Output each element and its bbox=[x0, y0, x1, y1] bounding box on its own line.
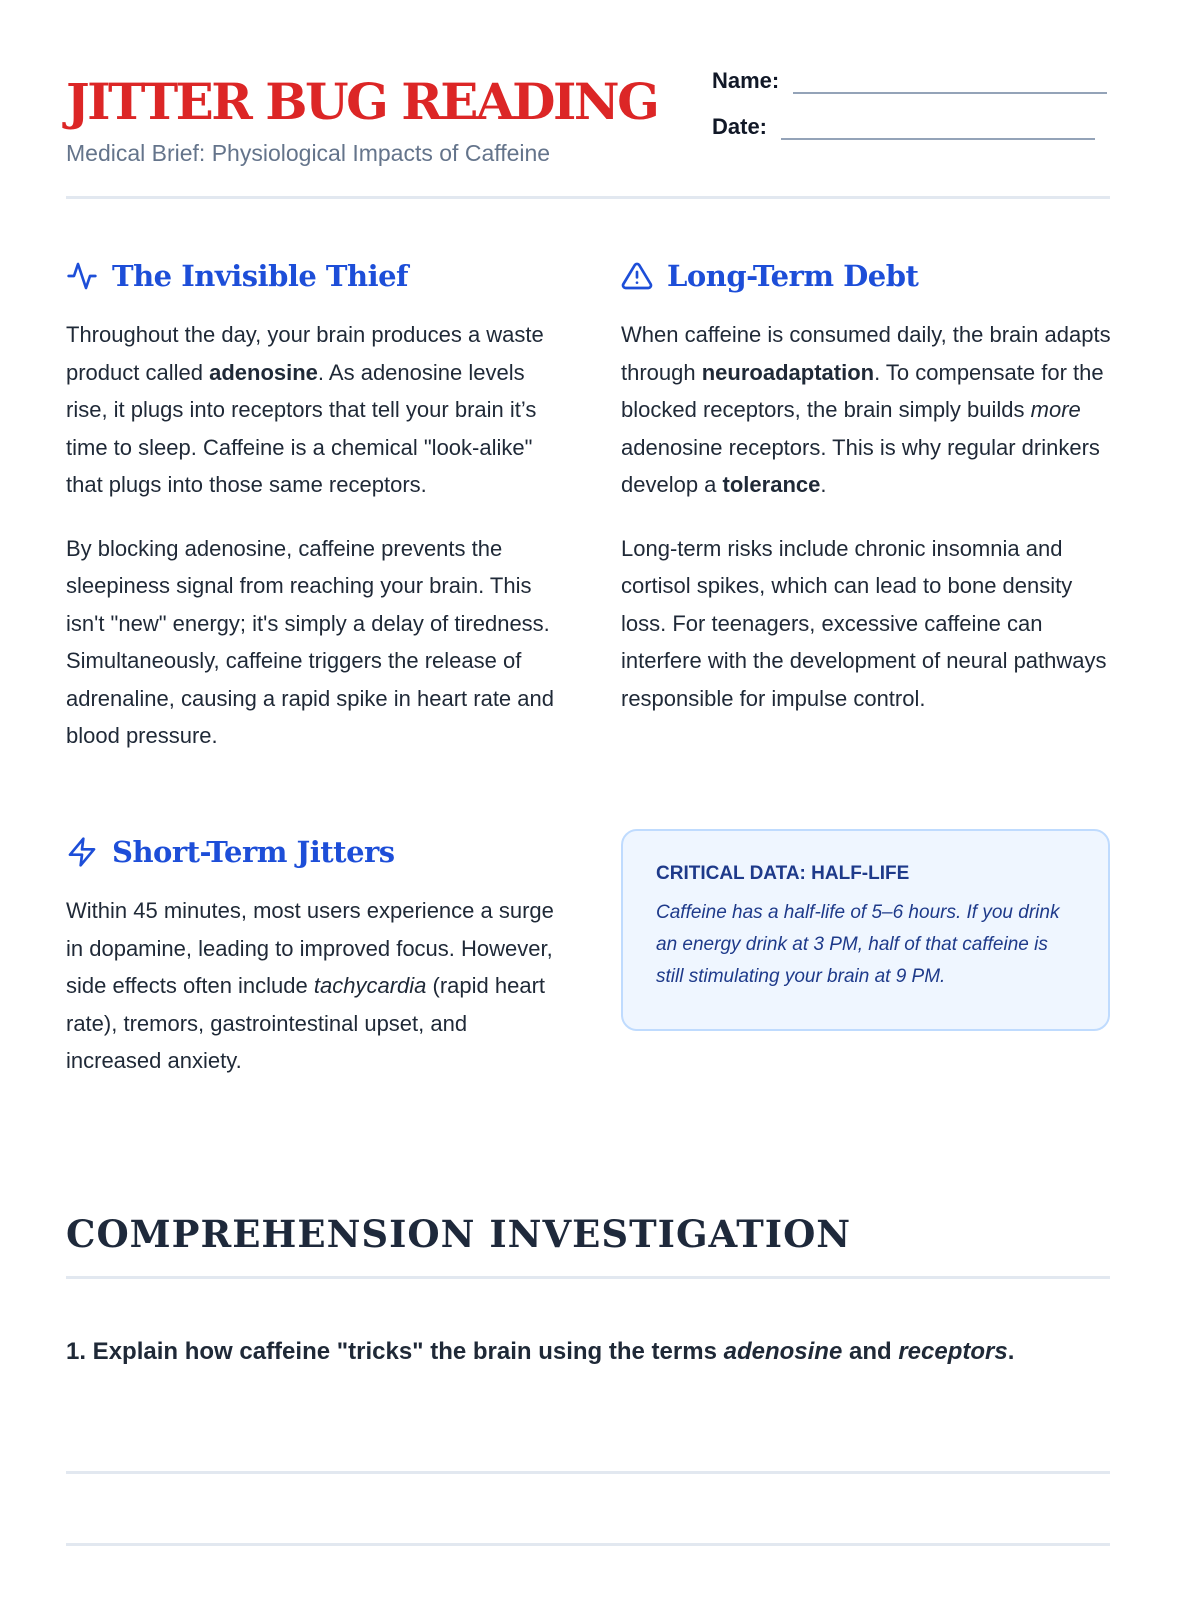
section-short-term-jitters bbox=[66, 832, 556, 1080]
section-invisible-thief bbox=[66, 256, 556, 755]
answer-line-2[interactable] bbox=[66, 1543, 1110, 1546]
worksheet-header bbox=[66, 66, 1110, 199]
worksheet-subtitle: Medical Brief: Physiological Impacts of Caffeine bbox=[66, 140, 551, 166]
section-heading bbox=[66, 832, 556, 872]
name-label: Name: bbox=[712, 68, 780, 93]
paragraph: Throughout the day, your brain produces a waste product called adenosine. As adenosine levels rise, it plugs into receptors that tell your brain it’s time to sleep. Caffeine is a chemical "look-alike" that plugs into those same receptors. bbox=[66, 322, 544, 497]
worksheet-title: JITTER BUG READING bbox=[66, 72, 658, 131]
warning-icon bbox=[621, 260, 653, 292]
activity-icon bbox=[66, 260, 98, 292]
callout-label: CRITICAL DATA: HALF-LIFE bbox=[656, 863, 910, 884]
paragraph: Within 45 minutes, most users experience a surge in dopamine, leading to improved focus. However, side effects often include tachycardia (rapid heart rate), tremors, gastrointestinal upset, and increased anxiety. bbox=[66, 898, 554, 1073]
callout-text: Caffeine has a half-life of 5–6 hours. If you drink an energy drink at 3 PM, half of that caffeine is still stimulating your brain at 9 PM. bbox=[656, 902, 1060, 987]
comprehension-heading: COMPREHENSION INVESTIGATION bbox=[66, 1212, 1110, 1279]
date-field[interactable] bbox=[712, 114, 1095, 140]
paragraph: By blocking adenosine, caffeine prevents the sleepiness signal from reaching your brain. This isn't "new" energy; it's simply a delay of tiredness. Simultaneously, caffeine triggers the release of adrenaline, causing a rapid spike in heart rate and blood pressure. bbox=[66, 535, 554, 748]
paragraph: Long-term risks include chronic insomnia and cortisol spikes, which can lead to bone density loss. For teenagers, excessive caffeine can interfere with the development of neural pathways responsible for impulse control. bbox=[621, 535, 1107, 711]
heading-text: Long-Term Debt bbox=[667, 259, 919, 293]
paragraph: When caffeine is consumed daily, the brain adapts through neuroadaptation. To compensate for the blocked receptors, the brain simply builds more adenosine receptors. This is why regular drinkers develop a tolerance. bbox=[621, 322, 1111, 497]
section-heading bbox=[621, 256, 1111, 296]
date-label: Date: bbox=[712, 114, 768, 139]
heading-text: Short-Term Jitters bbox=[112, 835, 395, 869]
name-input-line[interactable] bbox=[793, 70, 1107, 94]
heading-text: The Invisible Thief bbox=[112, 259, 409, 293]
date-input-line[interactable] bbox=[781, 116, 1095, 140]
question-1: 1. Explain how caffeine "tricks" the brain using the terms adenosine and receptors. bbox=[66, 1338, 1015, 1365]
lightning-icon bbox=[66, 836, 98, 868]
section-heading bbox=[66, 256, 556, 296]
half-life-callout bbox=[621, 829, 1110, 1031]
name-field[interactable] bbox=[712, 68, 1107, 94]
answer-line-1[interactable] bbox=[66, 1471, 1110, 1474]
section-long-term-debt bbox=[621, 256, 1111, 717]
